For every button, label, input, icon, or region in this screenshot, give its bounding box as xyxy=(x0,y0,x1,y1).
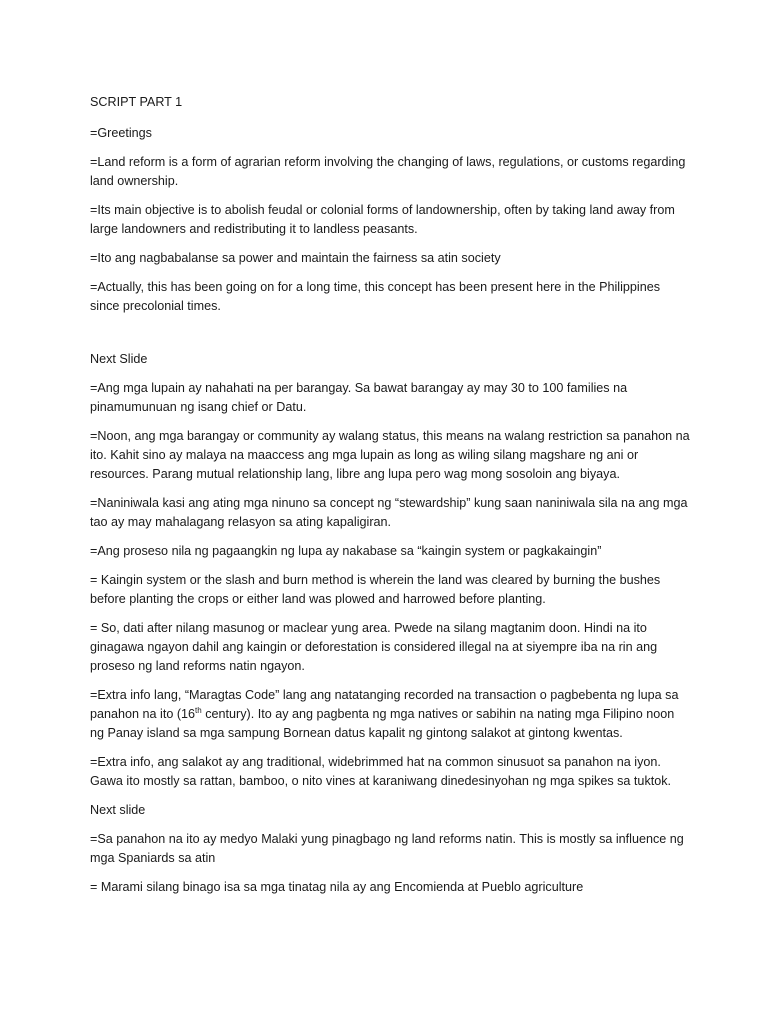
paragraph-encomienda: = Marami silang binago isa sa mga tinatag nila ay ang Encomienda at Pueblo agriculture xyxy=(90,880,584,894)
paragraph-main-objective: =Its main objective is to abolish feudal or colonial forms of landownership, often by taking land away from large landowners and redistributing it to landless peasants. xyxy=(90,203,675,236)
ordinal-superscript: th xyxy=(195,705,202,715)
maragtas-text-b: century). Ito ay ang pagbenta ng mga natives or sabihin na nating mga Filipino noon ng Panay island sa mga sampung Bornean datus kapalit ng gintong salakot at gintong kwentas. xyxy=(90,707,675,740)
paragraph-maragtas-code xyxy=(90,686,690,743)
paragraph-salakot: =Extra info, ang salakot ay ang traditional, widebrimmed hat na common sinusuot sa panahon na iyon. Gawa ito mostly sa rattan, bamboo, o nito vines at karaniwang dinedesinyohan ng mga spikes sa tuktok. xyxy=(90,755,672,788)
paragraph-barangay: =Ang mga lupain ay nahahati na per barangay. Sa bawat barangay ay may 30 to 100 families na pinamumunuan ng isang chief or Datu. xyxy=(90,381,628,414)
paragraph-stewardship: =Naniniwala kasi ang ating mga ninuno sa concept ng “stewardship” kung saan naniniwala sila na ang mga tao ay may mahalagang relasyon sa ating kapaligiran. xyxy=(90,496,688,529)
document-title: SCRIPT PART 1 xyxy=(90,95,183,109)
paragraph-history: =Actually, this has been going on for a long time, this concept has been present here in the Philippines since precolonial times. xyxy=(90,280,660,313)
paragraph-balance-power: =Ito ang nagbabalanse sa power and maintain the fairness sa atin society xyxy=(90,251,501,265)
paragraph-kaingin-process: =Ang proseso nila ng pagaangkin ng lupa ay nakabase sa “kaingin system or pagkakaingin” xyxy=(90,544,602,558)
maragtas-text-a: =Extra info lang, “Maragtas Code” lang ang natatanging recorded na transaction o pagbebenta ng lupa sa panahon na ito (16 xyxy=(90,688,679,721)
heading-next-slide: Next Slide xyxy=(90,352,148,366)
paragraph-land-reform-definition: =Land reform is a form of agrarian reform involving the changing of laws, regulations, or customs regarding land ownership. xyxy=(90,155,686,188)
paragraph-spanish-influence: =Sa panahon na ito ay medyo Malaki yung pinagbago ng land reforms natin. This is mostly sa influence ng mga Spaniards sa atin xyxy=(90,832,684,865)
heading-next-slide-2: Next slide xyxy=(90,803,146,817)
document-page xyxy=(90,93,690,907)
paragraph-deforestation: = So, dati after nilang masunog or maclear yung area. Pwede na silang magtanim doon. Hindi na ito ginagawa ngayon dahil ang kaingin or deforestation is considered illegal na at siyempre iba na rin ang proseso ng land reforms natin ngayon. xyxy=(90,621,658,673)
paragraph-greetings: =Greetings xyxy=(90,126,152,140)
paragraph-slash-and-burn: = Kaingin system or the slash and burn method is wherein the land was cleared by burning the bushes before planting the crops or either land was plowed and harrowed before planting. xyxy=(90,573,661,606)
paragraph-community-status: =Noon, ang mga barangay or community ay walang status, this means na walang restriction sa panahon na ito. Kahit sino ay malaya na maaccess ang mga lupain as long as wiling silang magshare ng ani or resources. Parang mutual relationship lang, libre ang lupa pero wag mong sosoloin ang biyaya. xyxy=(90,429,690,481)
